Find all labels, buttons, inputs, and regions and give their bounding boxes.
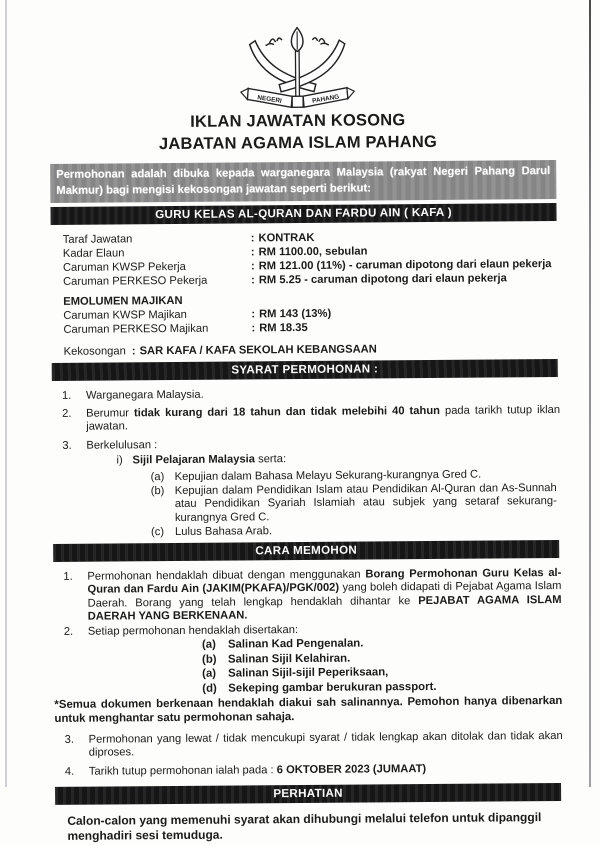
documents-certification-note: *Semua dokumen berkenaan hendaklah diakui sah salinannya. Pemohon hanya dibenarkan untuk menghantar satu permohonan sahaja. [54, 695, 562, 727]
syarat-list [62, 386, 560, 453]
detail-value: RM 5.25 - caruman dipotong dari elaun pekerja [259, 272, 507, 287]
text-segment: serta: [255, 453, 286, 465]
colon-separator: : [251, 308, 255, 321]
list-letter: (a) [151, 471, 175, 484]
list-number: 2. [64, 626, 88, 639]
detail-label: Caruman PERKESO Pekerja [63, 274, 251, 288]
text-segment: Permohonan hendaklah dibuat dengan menggunakan [87, 569, 365, 583]
syarat-permohonan-bar: SYARAT PERMOHONAN : [52, 359, 558, 381]
list-letter: (d) [202, 682, 228, 696]
detail-row-perkeso-pekerja [63, 272, 557, 289]
list-letter: (b) [151, 485, 175, 525]
detail-value: RM 1100.00, sebulan [259, 246, 368, 260]
colon-separator: : [251, 274, 255, 287]
cara-list-continued [65, 730, 563, 780]
detail-value: RM 143 (13%) [259, 308, 331, 322]
text-segment: pada tarikh tutup iklan jawatan. [86, 404, 560, 433]
kekosongan-value: SAR KAFA / KAFA SEKOLAH KEBANGSAAN [140, 343, 377, 358]
list-letter: (a) [202, 668, 228, 682]
text-segment: yang boleh didapati di Pejabat Agama Islam Daerah. Borang yang telah lengkap hendaklah dihantar ke [88, 580, 562, 609]
cara-subitem-b [202, 651, 558, 667]
detail-value: KONTRAK [258, 232, 314, 245]
kekosongan-row [64, 342, 558, 359]
syarat-item-3 [62, 436, 560, 453]
syarat-subitem-c [151, 523, 557, 539]
crest-banner-left-text: NEGERI [257, 94, 282, 105]
list-letter: (b) [202, 653, 228, 667]
crest-ribbon-fold-left [241, 88, 248, 99]
colon-separator: : [251, 322, 255, 335]
syarat-subitem-i [116, 451, 560, 468]
detail-label: Taraf Jawatan [63, 232, 251, 246]
list-letter: (a) [202, 639, 228, 653]
kekosongan-label: Kekosongan [64, 345, 126, 358]
crest-spear-shaft [295, 50, 299, 98]
text-segment-bold: tidak kurang dari 18 tahun dan tidak melebihi 40 tahun [134, 405, 440, 419]
list-number: 2. [62, 408, 86, 435]
cara-subitem-text: Sekeping gambar berukuran passport. [228, 681, 436, 696]
perhatian-bar: PERHATIAN [55, 782, 561, 804]
syarat-subitem-text: Lulus Bahasa Arab. [175, 523, 557, 539]
list-number: 1. [63, 571, 87, 624]
job-details-section [63, 230, 558, 359]
intro-highlighted-text: Permohonan adalah dibuka kepada warganegara Malaysia (rakyat Negeri Pahang Darul Makmur) bagi mengisi kekosongan jawatan seperti berikut: [50, 160, 556, 203]
detail-label: Kadar Elaun [63, 246, 251, 260]
detail-label: Caruman KWSP Majikan [63, 308, 251, 322]
text-segment-bold: Borang Permohonan Guru Kelas al-Quran dan Fardu Ain (JAKIM(PKAFA)/PGK/002) [87, 567, 561, 596]
cara-item-1 [63, 567, 561, 624]
syarat-item-text: Warganegara Malaysia. [86, 386, 560, 403]
colon-separator: : [251, 260, 255, 273]
cara-item-3 [65, 730, 563, 760]
syarat-subitem-text: Kepujian dalam Pendidikan Islam atau Pendidikan Al-Quran dan As-Sunnah atau Pendidikan Syariah Islamiah atau subjek yang setaraf sekurang-kurangnya Gred C. [175, 482, 557, 525]
arabic-calligraphy-left [266, 38, 282, 45]
cara-memohon-bar: CARA MEMOHON [53, 540, 559, 562]
colon-separator: : [251, 232, 255, 245]
crest-ribbon-center [292, 96, 303, 107]
cara-subitem-text: Salinan Kad Pengenalan. [228, 638, 364, 653]
cara-item-text [89, 762, 563, 779]
closing-date-bold: 6 OKTOBER 2023 (JUMAAT) [277, 763, 426, 776]
crest-graphic [233, 24, 362, 111]
text-segment-bold: Sijil Pelajaran Malaysia [132, 453, 255, 466]
syarat-item-1 [62, 386, 560, 403]
list-number: 1. [62, 390, 86, 403]
cara-subitem-text: Salinan Sijil-sijil Peperiksaan, [228, 666, 388, 681]
interview-notice-text: Calon-calon yang memenuhi syarat akan dihubungi melalui telefon untuk dipanggil menghadiri sesi temuduga. [67, 810, 543, 845]
cara-item-4 [65, 762, 563, 779]
cara-item-text: Setiap permohonan hendaklah disertakan: [88, 622, 562, 639]
detail-value: RM 121.00 (11%) - caruman dipotong dari elaun pekerja [259, 258, 552, 273]
cara-subitem-text: Salinan Sijil Kelahiran. [228, 652, 350, 666]
text-segment-bold: PEJABAT AGAMA ISLAM DAERAH YANG BERKENAAN. [88, 594, 562, 623]
detail-row-perkeso-majikan [63, 320, 557, 337]
emolumen-majikan-header: EMOLUMEN MAJIKAN [63, 292, 557, 309]
syarat-item-text [86, 404, 560, 434]
page-title-line2: JABATAN AGAMA ISLAM PAHANG [0, 131, 598, 156]
crest-banner-right-text: PAHANG [312, 93, 340, 104]
detail-label: Caruman KWSP Pekerja [63, 260, 251, 274]
list-number: 3. [65, 734, 89, 761]
cara-subitem-d [202, 680, 558, 696]
cara-subitem-a2 [202, 665, 558, 681]
job-title-bar: GURU KELAS AL-QURAN DAN FARDU AIN ( KAFA ) [50, 203, 556, 225]
syarat-item-text: Berkelulusan : [86, 436, 560, 453]
cara-item-text: Permohonan yang lewat / tidak mencukupi syarat / tidak lengkap akan ditolak dan tidak akan diproses. [89, 730, 563, 760]
detail-value: RM 18.35 [259, 322, 308, 335]
list-number: i) [116, 454, 132, 467]
cara-list [63, 567, 562, 639]
syarat-item-2 [62, 404, 560, 434]
list-number: 4. [65, 766, 89, 779]
text-segment: Berumur [86, 407, 134, 419]
syarat-subitem-text: Kepujian dalam Bahasa Melayu Sekurang-kurangnya Gred C. [175, 468, 557, 484]
detail-label: Caruman PERKESO Majikan [63, 322, 251, 336]
colon-separator: : [251, 246, 255, 259]
crest-ribbon-fold-right [347, 88, 354, 99]
syarat-subitem-b [151, 482, 557, 525]
arabic-calligraphy-right [313, 38, 329, 45]
cara-item-text [87, 567, 561, 624]
list-letter: (c) [151, 526, 175, 539]
colon-separator: : [132, 345, 136, 358]
syarat-subitem-text [132, 453, 286, 467]
list-number: 3. [62, 439, 86, 452]
cara-subitem-a [202, 636, 558, 652]
text-segment: Tarikh tutup permohonan ialah pada : [89, 764, 277, 777]
page-title-line1: IKLAN JAWATAN KOSONG [0, 110, 598, 135]
pahang-state-crest [0, 0, 598, 112]
